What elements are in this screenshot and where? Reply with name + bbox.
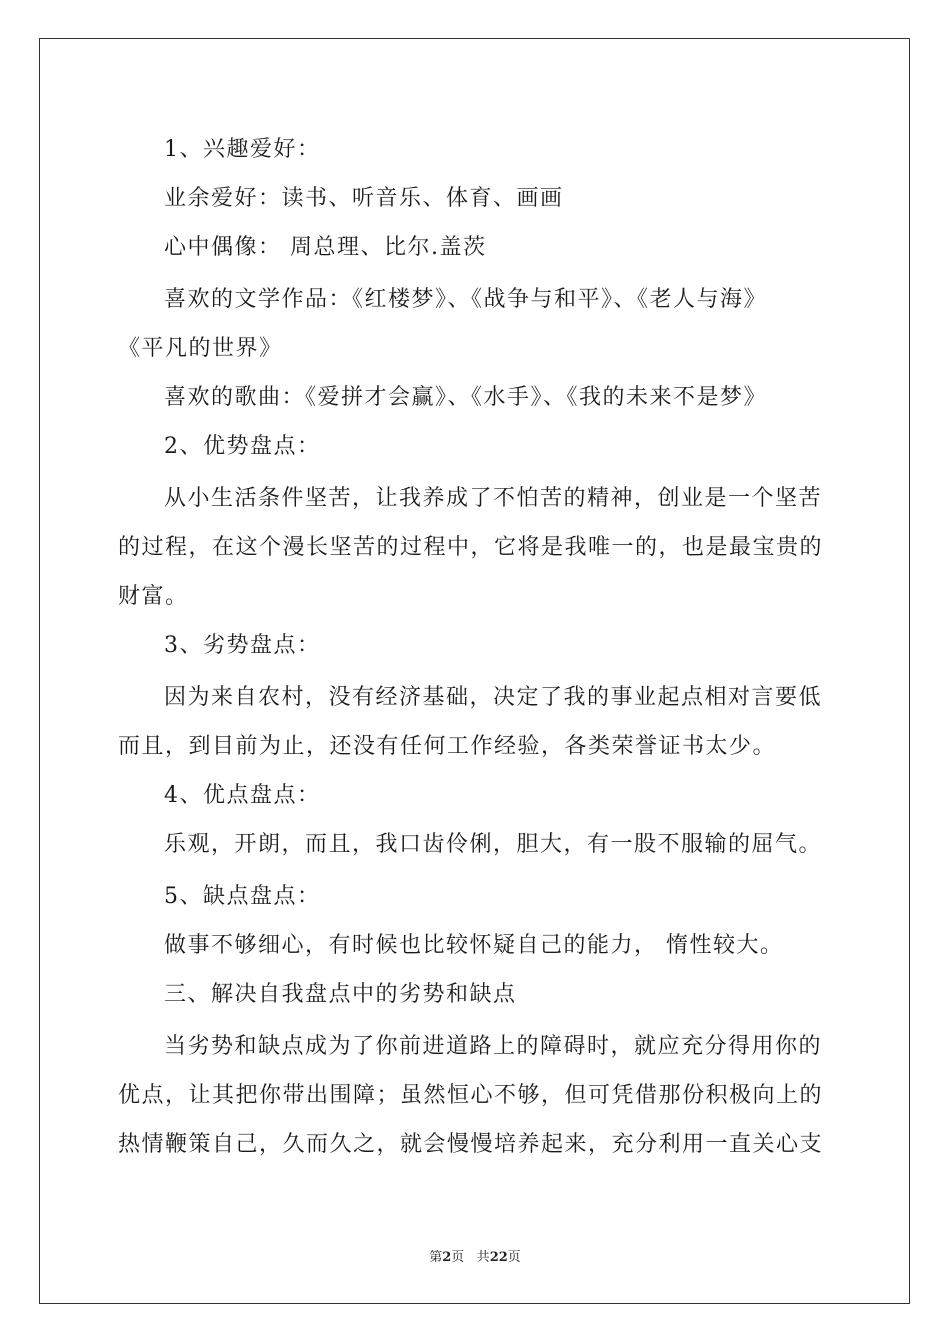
text-line: 而且，到目前为止，还没有任何工作经验，各类荣誉证书太少。 bbox=[118, 734, 777, 759]
text-line: 三、解决自我盘点中的劣势和缺点 bbox=[164, 982, 517, 1007]
text-line: 当劣势和缺点成为了你前进道路上的障碍时，就应充分得用你的 bbox=[164, 1034, 823, 1059]
text-line: 因为来自农村，没有经济基础，决定了我的事业起点相对言要低 bbox=[164, 685, 823, 710]
text-line: 1、兴趣爱好： bbox=[164, 137, 321, 162]
text-line: 做事不够细心，有时候也比较怀疑自己的能力， 惰性较大。 bbox=[164, 933, 784, 958]
text-line: 优点，让其把你带出围障；虽然恒心不够，但可凭借那份积极向上的 bbox=[118, 1083, 824, 1108]
text-line: 2、优势盘点： bbox=[164, 434, 321, 459]
page-suffix: 页 bbox=[451, 1250, 465, 1265]
text-line: 《平凡的世界》 bbox=[118, 336, 283, 361]
total-pages: 22 bbox=[489, 1250, 508, 1265]
total-suffix: 页 bbox=[507, 1250, 521, 1265]
text-line: 5、缺点盘点： bbox=[164, 884, 321, 909]
text-line: 财富。 bbox=[118, 584, 189, 609]
text-line: 的过程，在这个漫长坚苦的过程中，它将是我唯一的，也是最宝贵的 bbox=[118, 535, 824, 560]
page-footer bbox=[0, 1246, 950, 1265]
text-line: 喜欢的歌曲：《爱拼才会赢》、《水手》、《我的未来不是梦》 bbox=[164, 385, 768, 410]
text-line: 从小生活条件坚苦，让我养成了不怕苦的精神，创业是一个坚苦 bbox=[164, 486, 823, 511]
page-border bbox=[39, 38, 910, 1304]
page-prefix: 第 bbox=[429, 1250, 443, 1265]
text-line: 喜欢的文学作品：《红楼梦》、《战争与和平》、《老人与海》 bbox=[164, 287, 768, 312]
text-line: 4、优点盘点： bbox=[164, 783, 321, 808]
text-line: 3、劣势盘点： bbox=[164, 633, 321, 658]
text-line: 热情鞭策自己，久而久之，就会慢慢培养起来，充分利用一直关心支 bbox=[118, 1132, 824, 1157]
text-line: 心中偶像： 周总理、比尔.盖茨 bbox=[164, 235, 487, 260]
total-prefix: 共 bbox=[476, 1250, 490, 1265]
text-line: 乐观，开朗，而且，我口齿伶俐，胆大，有一股不服输的屈气。 bbox=[164, 832, 823, 857]
text-line: 业余爱好：读书、听音乐、体育、画画 bbox=[164, 186, 564, 211]
page-number: 2 bbox=[442, 1250, 452, 1265]
